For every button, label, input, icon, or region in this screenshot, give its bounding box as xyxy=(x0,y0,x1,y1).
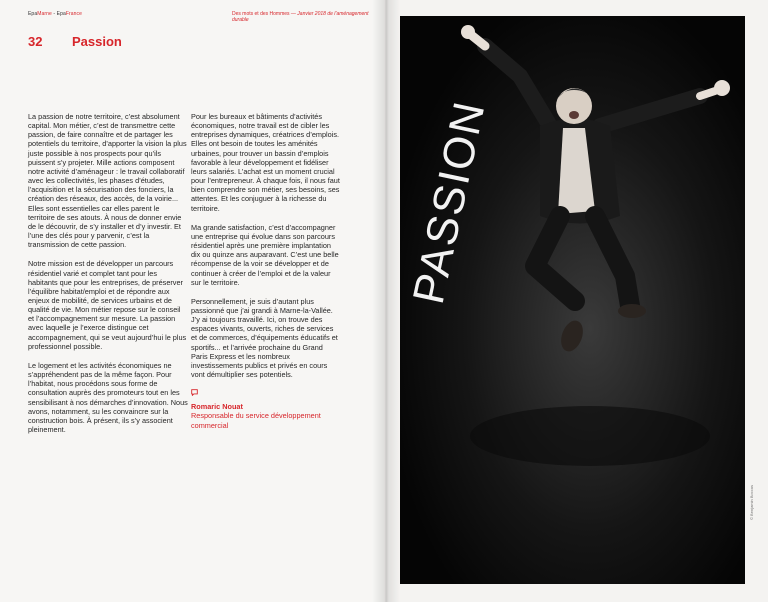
brand-epa-1: Epa xyxy=(28,11,38,17)
text-column-right xyxy=(191,112,341,430)
running-head-title: Des mots et des Hommes — xyxy=(232,11,298,17)
running-head-date: Janvier 2018 de l’aménagement durable xyxy=(232,11,369,23)
paragraph: Le logement et les activités économiques ne s’appréhendent pas de la même façon. Pour l’habitat, nous procédons sous forme de consultation auprès des promoteurs tout en les sensibilisant à nos démarches d’innovation. Nous avons, notamment, su les convaincre sur la construction bois. À présent, ils s’y associent pleinement. xyxy=(28,360,188,434)
author-name: Romaric Nouat xyxy=(191,402,243,412)
paragraph: La passion de notre territoire, c’est absolument capital. Mon métier, c’est de transmettre cette passion, de faire connaître et de partager les potentiels du territoire, d’apporter la vision la plus juste possible à nos prospects pour qu’ils puissent s’y projeter. Mille actions composent notre activité d’aménageur : le travail collaboratif avec les collectivités, les phases d’études, l’acquisition et la sécurisation des fonciers, la création des réseaux, des accès, de la voirie... Elles sont essentielles car elles parent le territoire de ses atouts. À nous de donner envie de le découvrir, de s’y installer et d’y investir. Et l’une des clés pour y parvenir, c’est la transmission de cette passion. xyxy=(28,112,187,250)
author-role: Responsable du service développement commercial xyxy=(191,411,321,430)
page-number: 32 xyxy=(28,34,43,49)
brand-marne: Marne xyxy=(37,11,52,17)
passion-word: PASSION xyxy=(403,96,495,309)
photo-credit: © Benjamin Boccas xyxy=(749,485,754,520)
paragraph: Notre mission est de développer un parcours résidentiel varié et complet tant pour les habitants que pour les entreprises, de préserver l’équilibre habitat/emploi et de répondre aux enjeux de mobilité, de services urbains et de qualité de vie. Mon métier repose sur le conseil et l’accompagnement sur mesure. La passion avec laquelle je l’exerce distingue cet accompagnement, qui se veut aujourd’hui le plus professionnel possible. xyxy=(28,259,187,351)
running-head xyxy=(232,11,386,23)
brand-separator: - xyxy=(51,11,57,17)
brand-france: France xyxy=(65,11,83,17)
page-title: Passion xyxy=(72,34,122,49)
jumping-man-illustration xyxy=(400,16,745,584)
speech-bubble-icon xyxy=(191,389,198,396)
portrait-photo xyxy=(400,16,745,584)
paragraph: Pour les bureaux et bâtiments d’activités économiques, notre travail est de cibler les entreprises dynamiques, créatrices d’emplois. Elles ont besoin de toutes les aménités urbaines, pour trouver un bassin d’emplois favorable à leur développement et fidéliser leurs salariés. L’achat est un moment crucial pour l’entrepreneur. À chaque fois, il nous faut bien comprendre son métier, ses besoins, ses attentes. Et les conjuguer à la richesse du territoire. xyxy=(191,112,340,213)
paragraph: Ma grande satisfaction, c’est d’accompagner une entreprise qui évolue dans son parcours résidentiel après une première implantation dix ou quinze ans auparavant. C’est une belle récompense de la voir se développer et de continuer à créer de l’emploi et de la valeur sur le territoire. xyxy=(191,222,339,287)
text-column-left xyxy=(28,112,188,444)
brand-epa-2: Epa xyxy=(56,11,66,17)
paragraph: Personnellement, je suis d’autant plus passionné que j’ai grandi à Marne-la-Vallée. J’y ai toujours travaillé. Ici, on trouve des espaces vivants, ouverts, riches de services et de commerces, d’équipements éducatifs et sportifs... et l’arrivée prochaine du Grand Paris Express et les nombreux investissements publics et privés en cours vont démultiplier ses potentiels. xyxy=(191,296,338,380)
brand-line xyxy=(28,11,82,17)
